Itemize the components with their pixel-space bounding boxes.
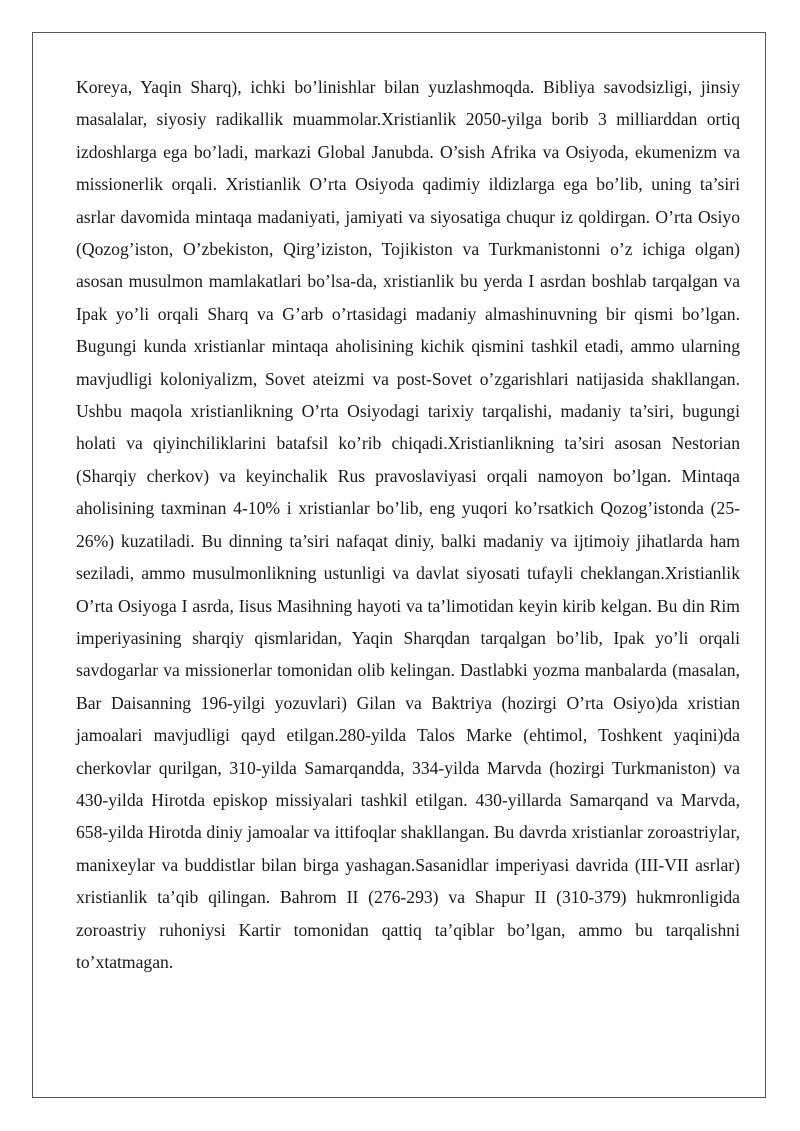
body-paragraph: Koreya, Yaqin Sharq), ichki bo’linishlar bilan yuzlashmoqda. Bibliya savodsizligi, jinsiy masalalar, siyosiy radikallik muammolar.Xristianlik 2050-yilga borib 3 milliarddan ortiq izdoshlarga ega bo’ladi, markazi Global Janubda. O’sish Afrika va Osiyoda, ekumenizm va missionerlik orqali. Xristianlik O’rta Osiyoda qadimiy ildizlarga ega bo’lib, uning ta’siri asrlar davomida mintaqa madaniyati, jamiyati va siyosatiga chuqur iz qoldirgan. O’rta Osiyo (Qozog’iston, O’zbekiston, Qirg’iziston, Tojikiston va Turkmanistonni o’z ichiga olgan) asosan musulmon mamlakatlari bo’lsa-da, xristianlik bu yerda I asrdan boshlab tarqalgan va Ipak yo’li orqali Sharq va G’arb o’rtasidagi madaniy almashinuvning bir qismi bo’lgan. Bugungi kunda xristianlar mintaqa aholisining kichik qismini tashkil etadi, ammo ularning mavjudligi koloniyalizm, Sovet ateizmi va post-Sovet o’zgarishlari natijasida shakllangan. Ushbu maqola xristianlikning O’rta Osiyodagi tarixiy tarqalishi, madaniy ta’siri, bugungi holati va qiyinchiliklarini batafsil ko’rib chiqadi.Xristianlikning ta’siri asosan Nestorian (Sharqiy cherkov) va keyinchalik Rus pravoslaviyasi orqali namoyon bo’lgan. Mintaqa aholisining taxminan 4-10% i xristianlar bo’lib, eng yuqori ko’rsatkich Qozog’istonda (25-26%) kuzatiladi. Bu dinning ta’siri nafaqat diniy, balki madaniy va ijtimoiy jihatlarda ham seziladi, ammo musulmonlikning ustunligi va davlat siyosati tufayli cheklangan.Xristianlik O’rta Osiyoga I asrda, Iisus Masihning hayoti va ta’limotidan keyin kirib kelgan. Bu din Rim imperiyasining sharqiy qismlaridan, Yaqin Sharqdan tarqalgan bo’lib, Ipak yo’li orqali savdogarlar va missionerlar tomonidan olib kelingan. Dastlabki yozma manbalarda (masalan, Bar Daisanning 196-yilgi yozuvlari) Gilan va Baktriya (hozirgi O’rta Osiyo)da xristian jamoalari mavjudligi qayd etilgan.280-yilda Talos Marke (ehtimol, Toshkent yaqini)da cherkovlar qurilgan, 310-yilda Samarqandda, 334-yilda Marvda (hozirgi Turkmaniston) va 430-yilda Hirotda episkop missiyalari tashkil etilgan. 430-yillarda Samarqand va Marvda, 658-yilda Hirotda diniy jamoalar va ittifoqlar shakllangan. Bu davrda xristianlar zoroastriylar, manixeylar va buddistlar bilan birga yashagan.Sasanidlar imperiyasi davrida (III-VII asrlar) xristianlik ta’qib qilingan. Bahrom II (276-293) va Shapur II (310-379) hukmronligida zoroastriy ruhoniysi Kartir tomonidan qattiq ta’qiblar bo’lgan, ammo bu tarqalishni to’xtatmagan.	[76, 77, 740, 972]
